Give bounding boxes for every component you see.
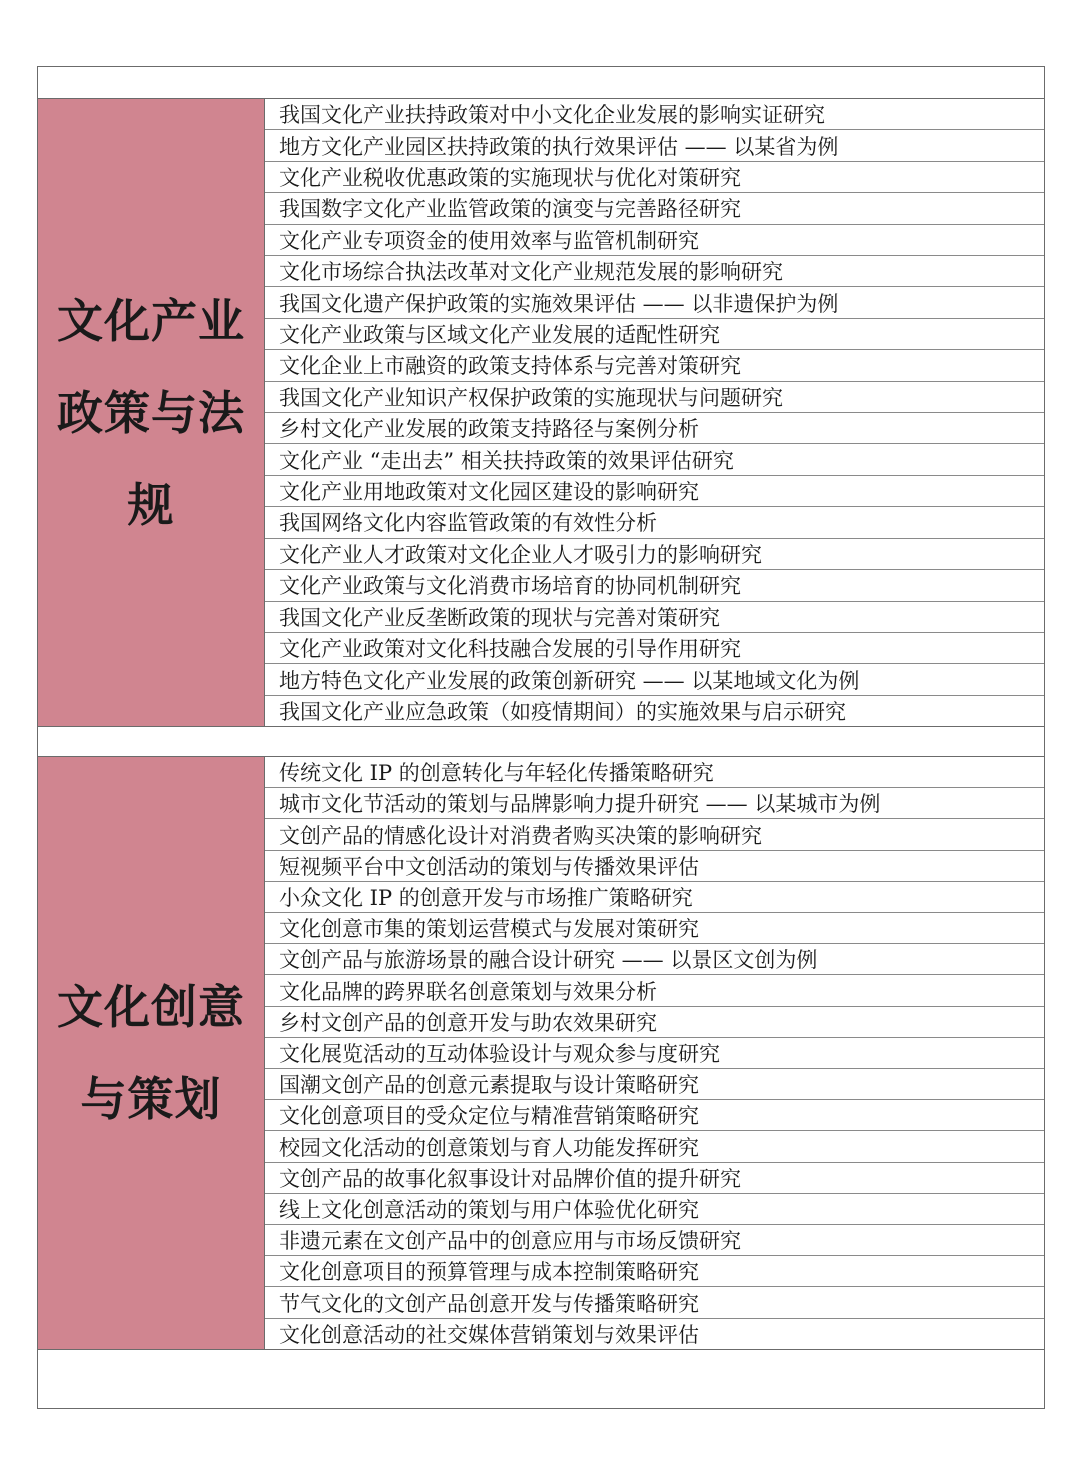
topic-row: 文创产品的情感化设计对消费者购买决策的影响研究 [265,819,1044,850]
topic-table [37,66,1045,1409]
topic-row: 文创产品与旅游场景的融合设计研究 —— 以景区文创为例 [265,944,1044,975]
topic-row: 城市文化节活动的策划与品牌影响力提升研究 —— 以某城市为例 [265,788,1044,819]
topic-row: 我国文化遗产保护政策的实施效果评估 —— 以非遗保护为例 [265,287,1044,318]
topic-row: 地方文化产业园区扶持政策的执行效果评估 —— 以某省为例 [265,130,1044,161]
topic-row: 传统文化 IP 的创意转化与年轻化传播策略研究 [265,757,1044,788]
topic-row: 文化展览活动的互动体验设计与观众参与度研究 [265,1038,1044,1069]
topic-row: 文化企业上市融资的政策支持体系与完善对策研究 [265,350,1044,381]
topic-row: 文化创意项目的受众定位与精准营销策略研究 [265,1100,1044,1131]
top-empty-row [38,67,1044,98]
topic-row: 国潮文创产品的创意元素提取与设计策略研究 [265,1069,1044,1100]
section-cultural-creativity [38,756,1044,1350]
topic-row: 节气文化的文创产品创意开发与传播策略研究 [265,1287,1044,1318]
topic-row: 非遗元素在文创产品中的创意应用与市场反馈研究 [265,1225,1044,1256]
topic-row: 文化产业用地政策对文化园区建设的影响研究 [265,476,1044,507]
topic-row: 文化市场综合执法改革对文化产业规范发展的影响研究 [265,256,1044,287]
topic-row: 地方特色文化产业发展的政策创新研究 —— 以某地域文化为例 [265,664,1044,695]
topic-row: 文化产业人才政策对文化企业人才吸引力的影响研究 [265,539,1044,570]
topic-row: 文化产业专项资金的使用效率与监管机制研究 [265,225,1044,256]
topic-list [265,757,1044,1349]
topic-row: 文化产业政策对文化科技融合发展的引导作用研究 [265,633,1044,664]
topic-row: 我国数字文化产业监管政策的演变与完善路径研究 [265,193,1044,224]
bottom-empty-row [38,1350,1044,1408]
topic-row: 文化产业税收优惠政策的实施现状与优化对策研究 [265,162,1044,193]
category-cell [38,757,265,1349]
topic-row: 线上文化创意活动的策划与用户体验优化研究 [265,1194,1044,1225]
topic-row: 乡村文创产品的创意开发与助农效果研究 [265,1007,1044,1038]
topic-row: 文化品牌的跨界联名创意策划与效果分析 [265,975,1044,1006]
topic-row: 文创产品的故事化叙事设计对品牌价值的提升研究 [265,1163,1044,1194]
topic-row: 文化产业政策与文化消费市场培育的协同机制研究 [265,570,1044,601]
middle-empty-row [38,727,1044,756]
topic-row: 乡村文化产业发展的政策支持路径与案例分析 [265,413,1044,444]
topic-row: 校园文化活动的创意策划与育人功能发挥研究 [265,1131,1044,1162]
topic-row: 文化创意活动的社交媒体营销策划与效果评估 [279,1322,699,1347]
section-cultural-policy [38,98,1044,727]
topic-row: 文化创意项目的预算管理与成本控制策略研究 [265,1256,1044,1287]
topic-row: 小众文化 IP 的创意开发与市场推广策略研究 [265,882,1044,913]
category-cell [38,99,265,726]
topic-row: 我国网络文化内容监管政策的有效性分析 [265,507,1044,538]
topic-list [265,99,1044,726]
topic-row: 文化创意市集的策划运营模式与发展对策研究 [265,913,1044,944]
category-label: 文化产业政策与法规 [57,293,245,532]
topic-row: 我国文化产业应急政策（如疫情期间）的实施效果与启示研究 [279,699,846,724]
topic-row: 我国文化产业反垄断政策的现状与完善对策研究 [265,602,1044,633]
topic-row: 短视频平台中文创活动的策划与传播效果评估 [265,851,1044,882]
topic-row: 文化产业政策与区域文化产业发展的适配性研究 [265,319,1044,350]
topic-row: 文化产业 “走出去” 相关扶持政策的效果评估研究 [265,444,1044,475]
topic-row: 我国文化产业扶持政策对中小文化企业发展的影响实证研究 [265,99,1044,130]
category-label: 文化创意与策划 [57,980,245,1126]
topic-row: 我国文化产业知识产权保护政策的实施现状与问题研究 [265,382,1044,413]
